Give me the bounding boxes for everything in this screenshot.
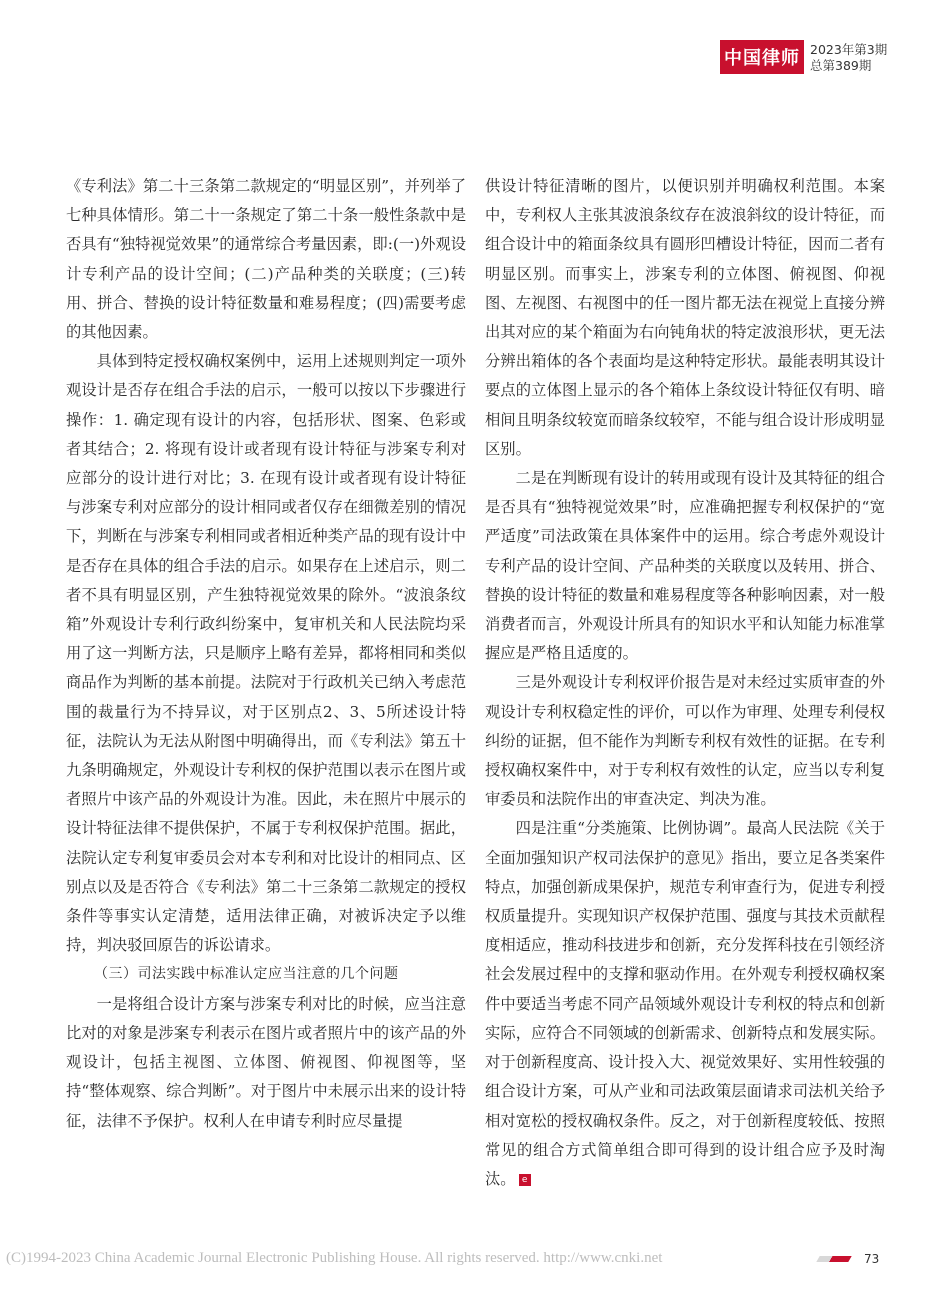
journal-logo: 中国律师 [720,40,804,74]
issue-year-number: 2023年第3期 [810,42,888,57]
right-paragraph-4 [485,814,885,1194]
section-subheading: （三）司法实践中标准认定应当注意的几个问题 [94,966,399,983]
footer-decoration-icon [816,1256,851,1262]
issue-total-number: 总第389期 [810,58,872,73]
right-paragraph-2: 二是在判断现有设计的转用或现有设计及其特征的组合是否具有“独特视觉效果”时，应准确把握专利权保护的“宽严适度”司法政策在具体案件中的运用。综合考虑外观设计专利产品的设计空间、产品种类的关联度以及转用、拼合、替换的设计特征的数量和难易程度等各种影响因素，对一般消费者而言，外观设计所具有的知识水平和认知能力标准掌握应是严格且适度的。 [485,469,885,663]
right-paragraph-3: 三是外观设计专利权评价报告是对未经过实质审查的外观设计专利权稳定性的评价，可以作为审理、处理专利侵权纠纷的证据，但不能作为判断专利权有效性的证据。在专利授权确权案件中，对于专利权有效性的认定，应当以专利复审委员和法院作出的审查决定、判决为准。 [485,673,885,809]
left-column [66,172,466,1136]
article-end-icon: e [519,1174,531,1186]
right-column [485,172,885,1194]
left-paragraph-1: 《专利法》第二十三条第二款规定的“明显区别”，并列举了七种具体情形。第二十一条规定了第二十条一般性条款中是否具有“独特视觉效果”的通常综合考量因素，即:(一)外观设计专利产品的设计空间；(二)产品种类的关联度；(三)转用、拼合、替换的设计特征数量和难易程度；(四)需要考虑的其他因素。 [66,177,466,342]
right-paragraph-1: 供设计特征清晰的图片，以便识别并明确权利范围。本案中，专利权人主张其波浪条纹存在波浪斜纹的设计特征，而组合设计中的箱面条纹具有圆形凹槽设计特征，因而二者有明显区别。而事实上，涉案专利的立体图、俯视图、仰视图、左视图、右视图中的任一图片都无法在视觉上直接分辨出其对应的某个箱面为右向钝角状的特定波浪形状，更无法分辨出箱体的各个表面均是这种特定形状。最能表明其设计要点的立体图上显示的各个箱体上条纹设计特征仅有明、暗相间且明条纹较宽而暗条纹较窄，不能与组合设计形成明显区别。 [485,177,885,458]
left-paragraph-2: 具体到特定授权确权案例中，运用上述规则判定一项外观设计是否存在组合手法的启示，一般可以按以下步骤进行操作：1. 确定现有设计的内容，包括形状、图案、色彩或者其结合；2. 将现有设计或者现有设计特征与涉案专利对应部分的设计进行对比；3. 在现有设计或者现有设计特征与涉案专利对应部分的设计相同或者仅存在细微差别的情况下，判断在与涉案专利相同或者相近种类产品的现有设计中是否存在具体的组合手法的启示。如果存在上述启示，则二者不具有明显区别，产生独特视觉效果的除外。“波浪条纹箱”外观设计专利行政纠纷案中，复审机关和人民法院均采用了这一判断方法，只是顺序上略有差异，都将相同和类似商品作为判断的基本前提。法院对于行政机关已纳入考虑范围的裁量行为不持异议，对于区别点2、3、5所述设计特征，法院认为无法从附图中明确得出，而《专利法》第五十九条明确规定，外观设计专利权的保护范围以表示在图片或者照片中该产品的外观设计为准。因此，未在照片中展示的设计特征法律不提供保护，不属于专利权保护范围。据此，法院认定专利复审委员会对本专利和对比设计的相同点、区别点以及是否符合《专利法》第二十三条第二款规定的授权条件等事实认定清楚，适用法律正确，对被诉决定予以维持，判决驳回原告的诉讼请求。 [66,352,466,955]
copyright-notice: (C)1994-2023 China Academic Journal Electronic Publishing House. All rights reserved. http://www.cnki.net [6,1250,663,1266]
issue-info [810,42,920,74]
left-paragraph-3: 一是将组合设计方案与涉案专利对比的时候，应当注意比对的对象是涉案专利表示在图片或者照片中的该产品的外观设计，包括主视图、立体图、俯视图、仰视图等，坚持“整体观察、综合判断”。对于图片中未展示出来的设计特征，法律不予保护。权利人在申请专利时应尽量提 [66,994,466,1130]
page-number: 73 [864,1252,880,1266]
right-paragraph-4-text: 四是注重“分类施策、比例协调”。最高人民法院《关于全面加强知识产权司法保护的意见》指出，要立足各类案件特点，加强创新成果保护，规范专利审查行为，促进专利授权质量提升。实现知识产权保护范围、强度与其技术贡献程度相适应，推动科技进步和创新，充分发挥科技在引领经济社会发展过程中的支撑和驱动作用。在外观专利授权确权案件中要适当考虑不同产品领域外观设计专利权的特点和创新实际，应符合不同领域的创新需求、创新特点和发展实际。对于创新程度高、设计投入大、视觉效果好、实用性较强的组合设计方案，可从产业和司法政策层面请求司法机关给予相对宽松的授权确权条件。反之，对于创新程度较低、按照常见的组合方式简单组合即可得到的设计组合应予及时淘汰。 [485,819,885,1188]
